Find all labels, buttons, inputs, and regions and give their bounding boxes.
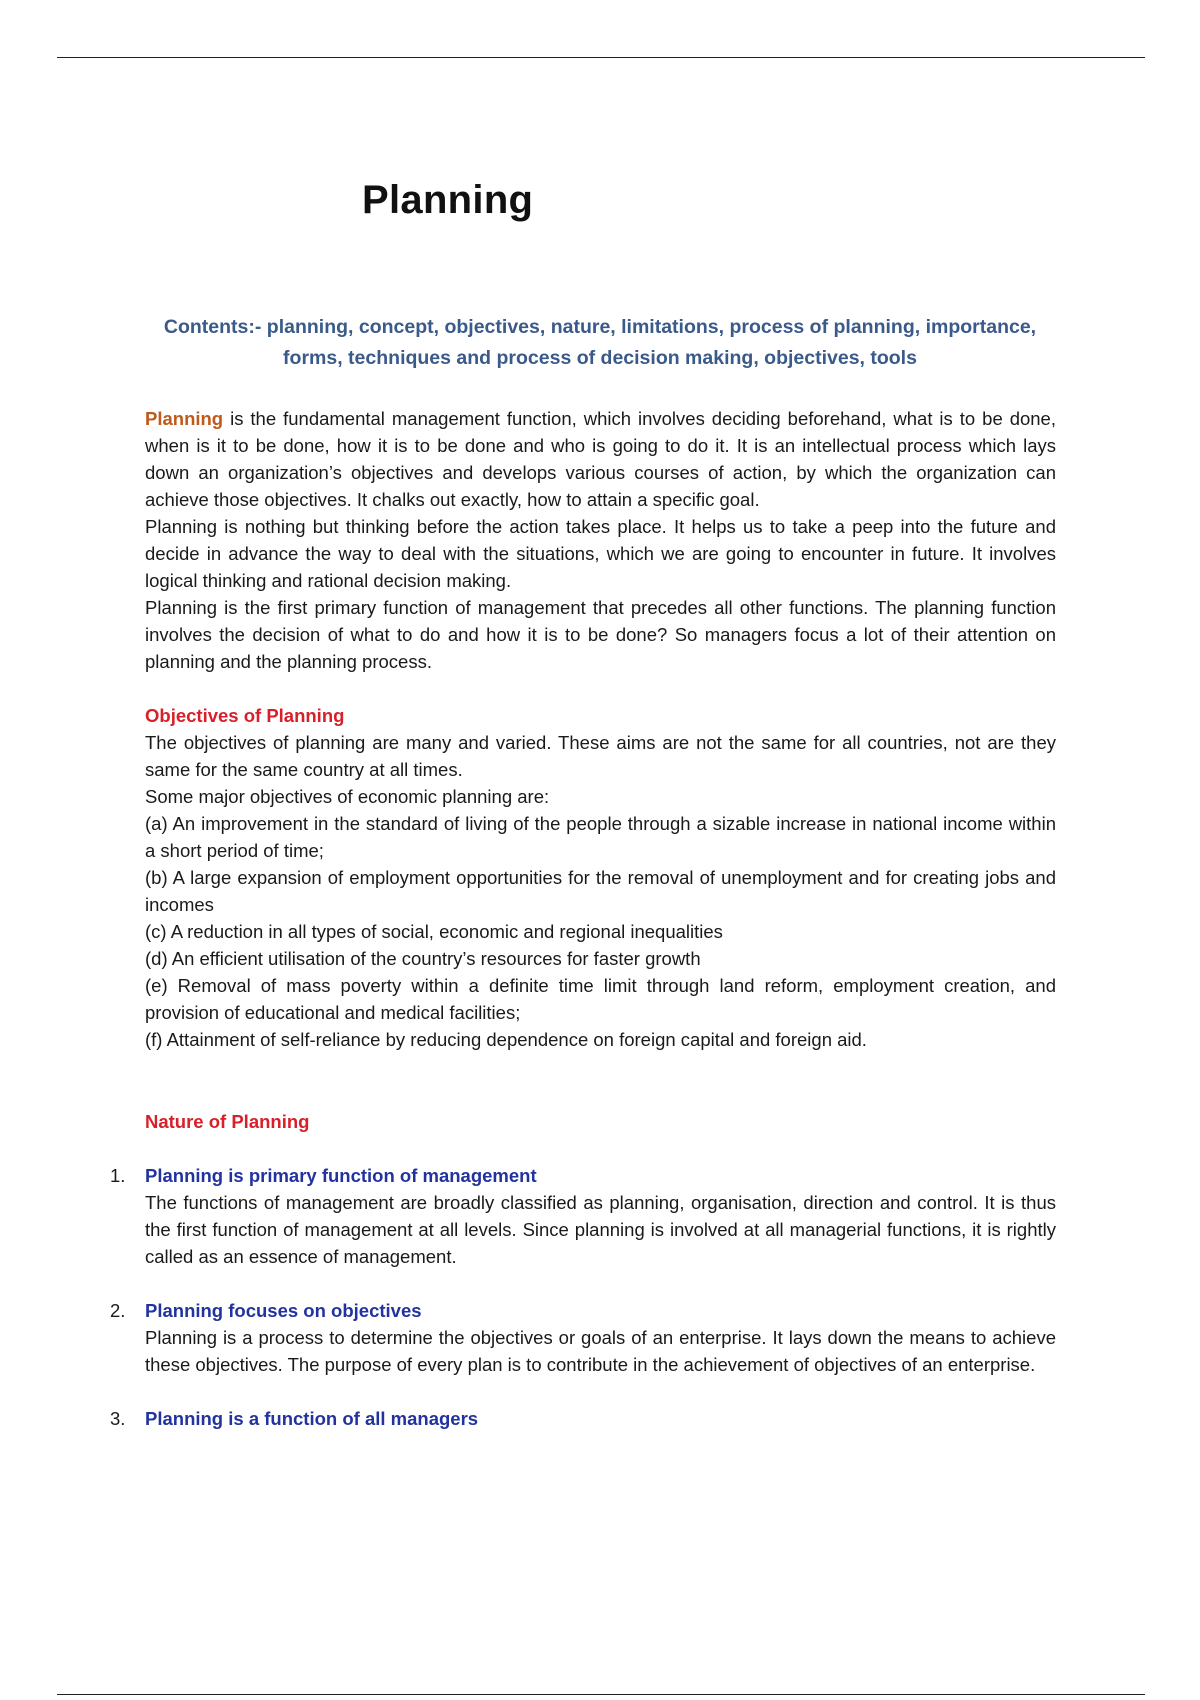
planning-keyword: Planning bbox=[145, 408, 224, 429]
nature-item-2-title: Planning focuses on objectives bbox=[145, 1300, 422, 1321]
objective-item-d: (d) An efficient utilisation of the country’s resources for faster growth bbox=[145, 948, 701, 969]
intro-paragraph-1-text: is the fundamental management function, which involves deciding beforehand, what is to be done, when is it to be done, how it is to be done and who is going to do it. It is an intellectual process which lays down an organization’s objectives and develops various courses of action, by which the organization can achieve those objectives. It chalks out exactly, how to attain a specific goal. bbox=[145, 408, 1056, 510]
objective-item-a: (a) An improvement in the standard of living of the people through a sizable increase in national income within a short period of time; bbox=[145, 813, 1056, 861]
nature-item-1-title: Planning is primary function of management bbox=[145, 1165, 537, 1186]
objective-item-f: (f) Attainment of self-reliance by reducing dependence on foreign capital and foreign aid. bbox=[145, 1029, 867, 1050]
objectives-paragraph-1: The objectives of planning are many and varied. These aims are not the same for all countries, not are they same for the same country at all times. bbox=[145, 732, 1056, 780]
nature-item-2 bbox=[110, 1297, 1056, 1378]
nature-heading: Nature of Planning bbox=[145, 1111, 310, 1132]
intro-paragraph-2: Planning is nothing but thinking before the action takes place. It helps us to take a peep into the future and decide in advance the way to deal with the situations, which we are going to encounter in future. It involves logical thinking and rational decision making. bbox=[145, 516, 1056, 591]
contents-summary bbox=[150, 312, 1050, 374]
top-rule bbox=[57, 57, 1145, 58]
page-title: Planning bbox=[362, 178, 534, 222]
objectives-heading: Objectives of Planning bbox=[145, 705, 345, 726]
document-body bbox=[110, 405, 1056, 1432]
nature-item-2-number: 2. bbox=[110, 1300, 126, 1321]
bottom-rule bbox=[57, 1694, 1145, 1695]
contents-line-1: Contents:- planning, concept, objectives, nature, limitations, process of planning, importance, bbox=[163, 316, 1037, 338]
nature-item-1 bbox=[110, 1162, 1056, 1270]
nature-item-3-number: 3. bbox=[110, 1408, 126, 1429]
nature-item-3-title: Planning is a function of all managers bbox=[145, 1408, 479, 1429]
nature-item-1-number: 1. bbox=[110, 1165, 126, 1186]
nature-item-3 bbox=[110, 1405, 1056, 1432]
objective-item-e: (e) Removal of mass poverty within a definite time limit through land reform, employment creation, and provision of educational and medical facilities; bbox=[145, 975, 1056, 1023]
objectives-paragraph-2: Some major objectives of economic planning are: bbox=[145, 786, 550, 807]
nature-item-1-text: The functions of management are broadly classified as planning, organisation, direction and control. It is thus the first function of management at all levels. Since planning is involved at all managerial functions, it is rightly called as an essence of management. bbox=[145, 1192, 1056, 1267]
objective-item-b: (b) A large expansion of employment opportunities for the removal of unemployment and for creating jobs and incomes bbox=[145, 867, 1056, 915]
objective-item-c: (c) A reduction in all types of social, economic and regional inequalities bbox=[145, 921, 723, 942]
contents-line-2: forms, techniques and process of decision making, objectives, tools bbox=[283, 347, 917, 369]
nature-item-2-text: Planning is a process to determine the objectives or goals of an enterprise. It lays down the means to achieve these objectives. The purpose of every plan is to contribute in the achievement of objectives of an enterprise. bbox=[145, 1327, 1056, 1375]
intro-paragraph-1 bbox=[145, 405, 1056, 513]
intro-paragraph-3: Planning is the first primary function of management that precedes all other functions. The planning function involves the decision of what to do and how it is to be done? So managers focus a lot of their attention on planning and the planning process. bbox=[145, 597, 1056, 672]
